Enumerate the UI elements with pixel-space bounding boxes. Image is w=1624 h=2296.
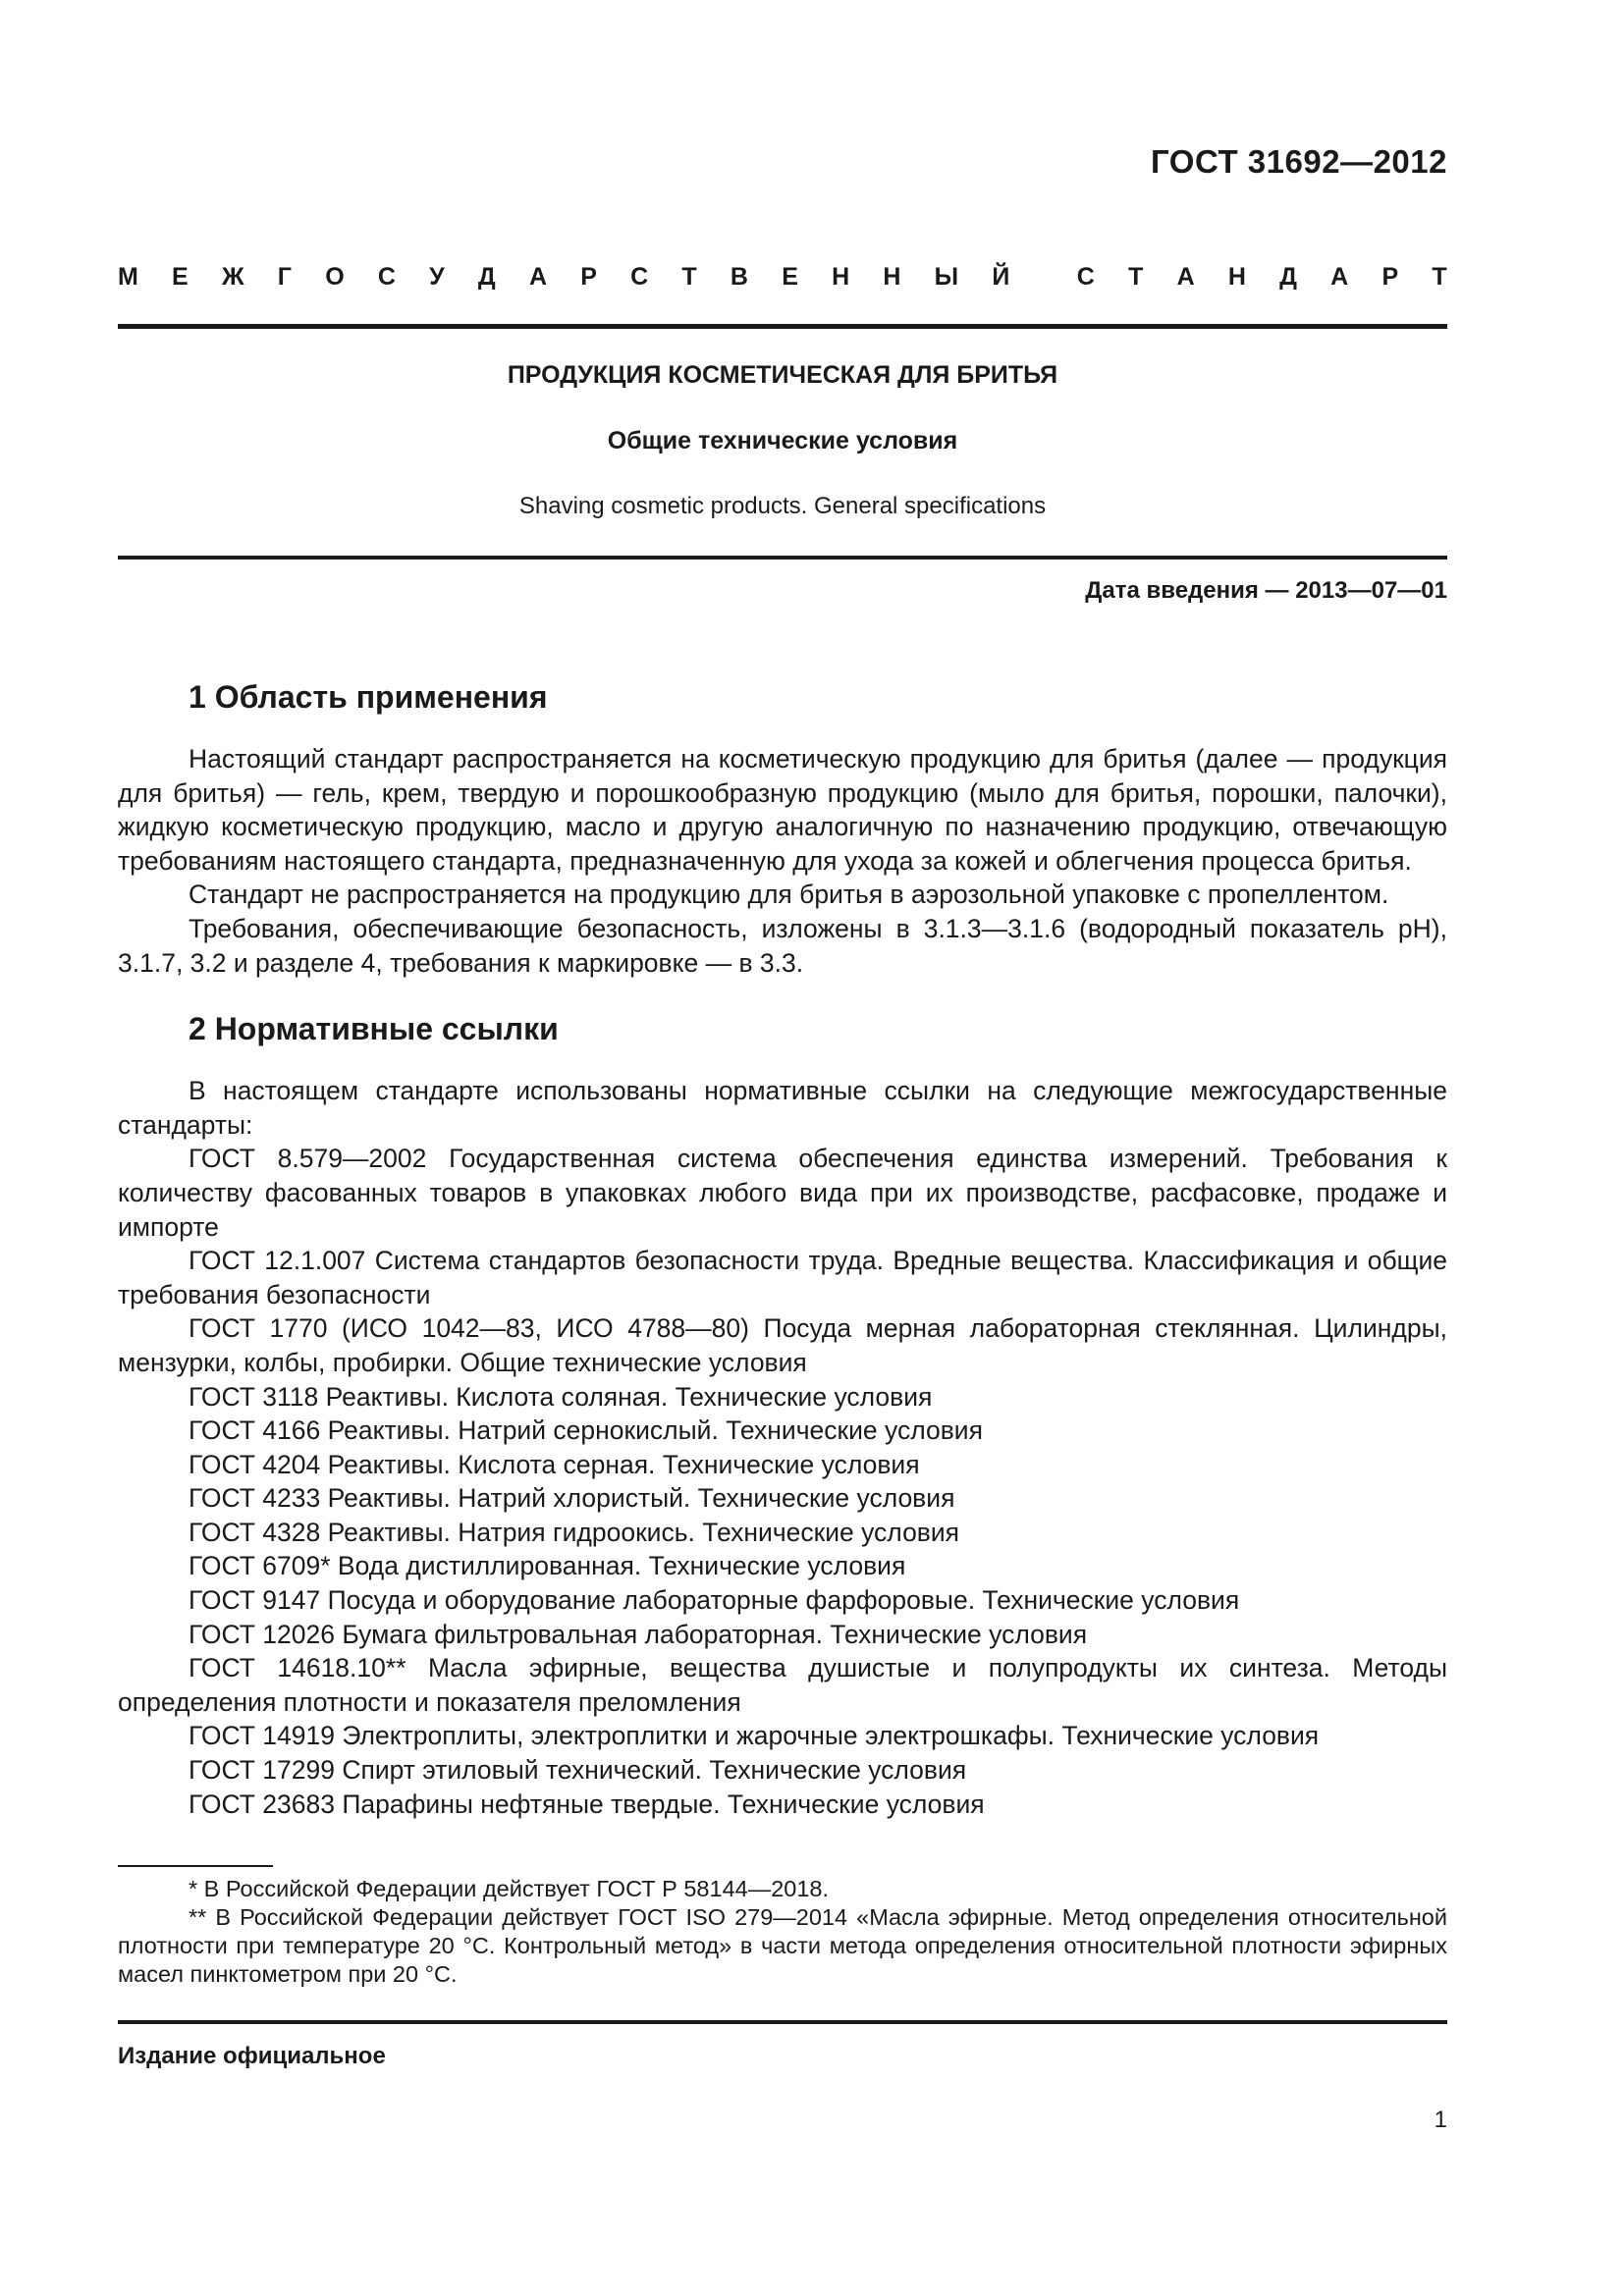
section-1-paragraph: Настоящий стандарт распространяется на косметическую продукцию для бритья (далее — продукция для бритья) — гель, крем, твердую и порошкообразную продукцию (мыло для бритья, порошки, палочки), жидкую косметическую продукцию, масло и другую аналогичную по назначению продукцию, отвечающую требованиям настоящего стандарта, предназначенную для ухода за кожей и облегчения процесса бритья.: [118, 744, 1447, 876]
banner-letter: Т: [1432, 263, 1447, 291]
banner-letter: Д: [1279, 263, 1297, 291]
reference-item: ГОСТ 14618.10** Масла эфирные, вещества душистые и полупродукты их синтеза. Методы определения плотности и показателя преломления: [118, 1653, 1447, 1717]
footnote: ** В Российской Федерации действует ГОСТ ISO 279—2014 «Масла эфирные. Метод определения относительной плотности при температуре 20 °С. Контрольный метод» в части метода определения относительной плотности эфирных масел пинктометром при 20 °С.: [118, 1904, 1447, 1987]
title-divider: [118, 556, 1447, 560]
section-1-heading: 1 Область применения: [189, 679, 548, 715]
introduction-date: Дата введения — 2013—07—01: [1085, 577, 1447, 604]
banner-letter: С: [1076, 263, 1095, 291]
footnotes: [118, 1875, 1447, 1989]
reference-item: ГОСТ 17299 Спирт этиловый технический. Технические условия: [189, 1755, 967, 1786]
banner-letter: О: [325, 263, 345, 291]
document-title: ПРОДУКЦИЯ КОСМЕТИЧЕСКАЯ ДЛЯ БРИТЬЯ: [507, 361, 1058, 389]
banner-letter: С: [630, 263, 649, 291]
gost-number: ГОСТ 31692—2012: [1151, 143, 1447, 180]
reference-item: ГОСТ 12.1.007 Система стандартов безопасности труда. Вредные вещества. Классификация и общие требования безопасности: [118, 1246, 1447, 1309]
footnote: * В Российской Федерации действует ГОСТ Р 58144—2018.: [189, 1876, 830, 1901]
reference-item: ГОСТ 12026 Бумага фильтровальная лабораторная. Технические условия: [189, 1619, 1088, 1649]
reference-item: ГОСТ 9147 Посуда и оборудование лабораторные фарфоровые. Технические условия: [189, 1585, 1240, 1616]
banner-letter: Т: [1128, 263, 1144, 291]
section-2-intro: В настоящем стандарте использованы нормативные ссылки на следующие межгосударственные стандарты:: [118, 1076, 1447, 1140]
page-number: 1: [1434, 2107, 1447, 2133]
section-2-heading: 2 Нормативные ссылки: [189, 1011, 559, 1047]
banner-letter: Г: [277, 263, 292, 291]
reference-item: ГОСТ 4204 Реактивы. Кислота серная. Технические условия: [189, 1449, 920, 1479]
bottom-divider: [118, 2020, 1447, 2024]
banner-letter: У: [429, 263, 445, 291]
reference-item: ГОСТ 14919 Электроплиты, электроплитки и жарочные электрошкафы. Технические условия: [189, 1721, 1320, 1751]
reference-item: ГОСТ 8.579—2002 Государственная система обеспечения единства измерений. Требования к количеству фасованных товаров в упаковках любого вида при их производстве, расфасовке, продаже и импорте: [118, 1144, 1447, 1242]
footnote-separator: [118, 1865, 273, 1867]
english-title: Shaving cosmetic products. General specifications: [518, 493, 1047, 519]
section-1-paragraph: Требования, обеспечивающие безопасность, изложены в 3.1.3—3.1.6 (водородный показатель pH), 3.1.7, 3.2 и разделе 4, требования к маркировке — в 3.3.: [118, 913, 1447, 978]
interstate-standard-banner: [118, 263, 1447, 292]
reference-item: ГОСТ 6709* Вода дистиллированная. Технические условия: [189, 1551, 906, 1581]
banner-letter: Р: [1381, 263, 1399, 291]
banner-letter: Т: [681, 263, 697, 291]
banner-letter: Й: [992, 263, 1010, 291]
banner-letter: Е: [782, 263, 798, 291]
banner-letter: М: [118, 263, 138, 291]
banner-letter: А: [1176, 263, 1195, 291]
reference-item: ГОСТ 4328 Реактивы. Натрия гидроокись. Технические условия: [189, 1517, 960, 1547]
official-edition-label: Издание официальное: [118, 2043, 386, 2069]
document-body: [118, 677, 1447, 1821]
banner-letter: Н: [832, 263, 850, 291]
banner-letter: Н: [883, 263, 901, 291]
reference-item: ГОСТ 1770 (ИСО 1042—83, ИСО 4788—80) Посуда мерная лабораторная стеклянная. Цилиндры, мензурки, колбы, пробирки. Общие технические условия: [118, 1313, 1447, 1377]
document-subtitle: Общие технические условия: [607, 427, 958, 454]
top-divider: [118, 324, 1447, 329]
banner-letter: Р: [580, 263, 597, 291]
banner-letter: Ж: [221, 263, 244, 291]
reference-item: ГОСТ 3118 Реактивы. Кислота соляная. Технические условия: [189, 1381, 933, 1412]
reference-item: ГОСТ 4166 Реактивы. Натрий сернокислый. Технические условия: [189, 1415, 983, 1446]
banner-letter: Ы: [934, 263, 959, 291]
section-1-paragraph: Стандарт не распространяется на продукцию для бритья в аэрозольной упаковке с пропеллентом.: [189, 880, 1389, 910]
banner-letter: А: [1330, 263, 1349, 291]
reference-item: ГОСТ 23683 Парафины нефтяные твердые. Технические условия: [189, 1789, 985, 1819]
banner-letter: Н: [1227, 263, 1246, 291]
banner-letter: С: [377, 263, 396, 291]
banner-letter: Д: [477, 263, 496, 291]
banner-letter: А: [528, 263, 548, 291]
banner-letter: В: [730, 263, 748, 291]
reference-item: ГОСТ 4233 Реактивы. Натрий хлористый. Технические условия: [189, 1483, 955, 1514]
banner-letter: Е: [172, 263, 189, 291]
